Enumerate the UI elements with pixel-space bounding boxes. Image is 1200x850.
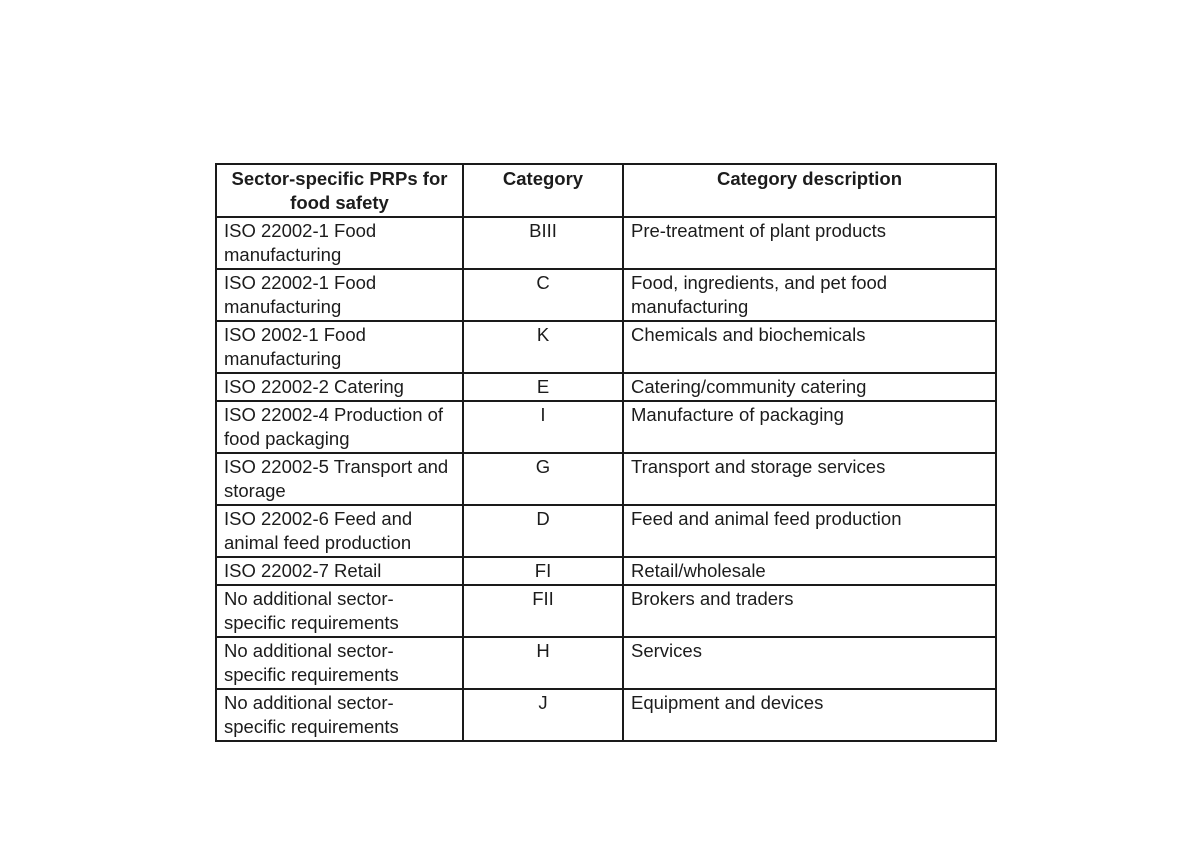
description-cell: Transport and storage services	[623, 453, 996, 505]
prp-cell: ISO 22002-4 Production of food packaging	[216, 401, 463, 453]
header-row	[216, 164, 996, 217]
description-cell: Food, ingredients, and pet food manufacturing	[623, 269, 996, 321]
category-cell: FI	[463, 557, 623, 585]
category-cell: H	[463, 637, 623, 689]
table-row	[216, 585, 996, 637]
table-row	[216, 689, 996, 741]
table-row	[216, 505, 996, 557]
table-body	[216, 217, 996, 741]
prp-cell: ISO 22002-1 Food manufacturing	[216, 269, 463, 321]
category-cell: BIII	[463, 217, 623, 269]
table-row	[216, 453, 996, 505]
category-cell: D	[463, 505, 623, 557]
description-cell: Retail/wholesale	[623, 557, 996, 585]
description-cell: Brokers and traders	[623, 585, 996, 637]
table-row	[216, 637, 996, 689]
description-cell: Chemicals and biochemicals	[623, 321, 996, 373]
prp-cell: ISO 22002-5 Transport and storage	[216, 453, 463, 505]
table-row	[216, 269, 996, 321]
prp-cell: ISO 22002-6 Feed and animal feed production	[216, 505, 463, 557]
description-cell: Pre-treatment of plant products	[623, 217, 996, 269]
header-category-description: Category description	[623, 164, 996, 217]
prp-cell: ISO 2002-1 Food manufacturing	[216, 321, 463, 373]
description-cell: Manufacture of packaging	[623, 401, 996, 453]
prp-cell: No additional sector-specific requirements	[216, 689, 463, 741]
prp-cell: No additional sector-specific requirements	[216, 585, 463, 637]
header-sector-prps: Sector-specific PRPs for food safety	[216, 164, 463, 217]
category-cell: FII	[463, 585, 623, 637]
prp-category-table	[215, 163, 997, 742]
description-cell: Services	[623, 637, 996, 689]
prp-cell: ISO 22002-1 Food manufacturing	[216, 217, 463, 269]
table-row	[216, 557, 996, 585]
table-row	[216, 373, 996, 401]
table-row	[216, 217, 996, 269]
category-cell: K	[463, 321, 623, 373]
header-category: Category	[463, 164, 623, 217]
description-cell: Equipment and devices	[623, 689, 996, 741]
description-cell: Catering/community catering	[623, 373, 996, 401]
table-row	[216, 401, 996, 453]
category-cell: J	[463, 689, 623, 741]
prp-cell: No additional sector-specific requirements	[216, 637, 463, 689]
category-cell: G	[463, 453, 623, 505]
prp-cell: ISO 22002-2 Catering	[216, 373, 463, 401]
category-cell: I	[463, 401, 623, 453]
description-cell: Feed and animal feed production	[623, 505, 996, 557]
category-cell: C	[463, 269, 623, 321]
prp-cell: ISO 22002-7 Retail	[216, 557, 463, 585]
table-row	[216, 321, 996, 373]
category-cell: E	[463, 373, 623, 401]
